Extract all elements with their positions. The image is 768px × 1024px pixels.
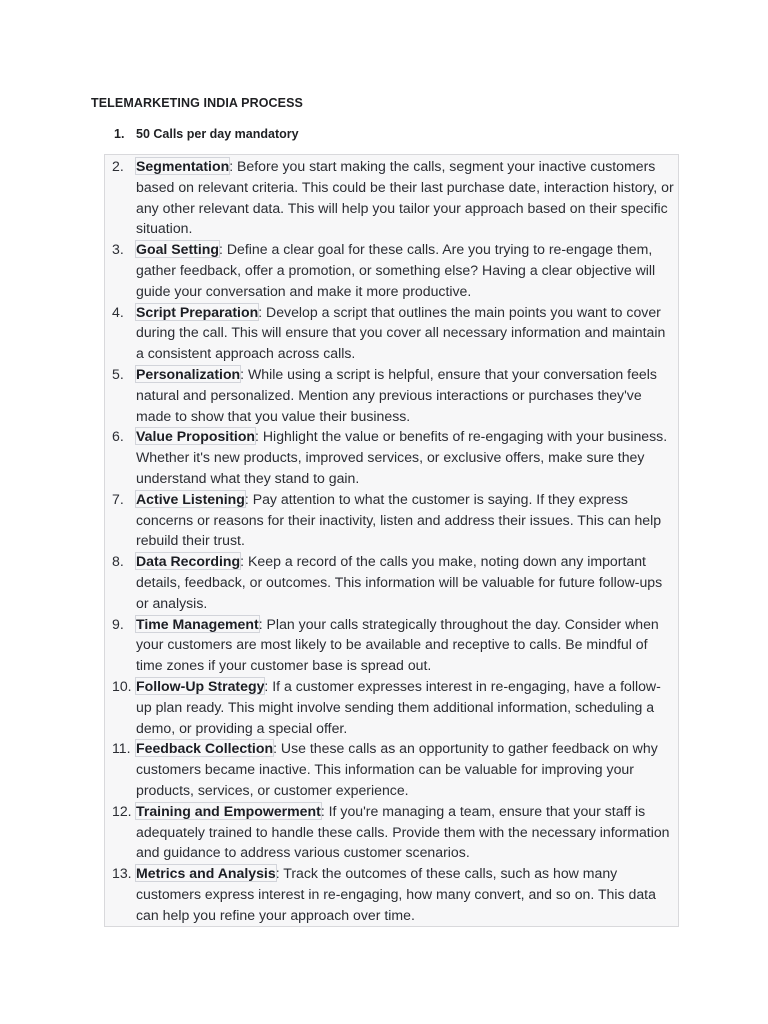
pasted-content-block xyxy=(104,154,679,927)
list-item-term: Script Preparation xyxy=(136,303,259,320)
list-item-term: Value Proposition xyxy=(136,428,256,445)
list-item-term: Data Recording xyxy=(136,553,241,570)
list-item-text: : Plan your calls strategically throughout the day. Consider when your customers are most likely to be available and receptive to calls. Be mindful of time zones if your customer base is spread out. xyxy=(136,615,659,674)
list-item-number: 7. xyxy=(112,490,124,507)
list-item-text: : Before you start making the calls, segment your inactive customers based on relevant criteria. This could be their last purchase date, interaction history, or any other relevant data. This will help you tailor your approach based on their specific situation. xyxy=(136,158,674,237)
list-item xyxy=(105,738,678,800)
document-title: TELEMARKETING INDIA PROCESS xyxy=(91,96,303,110)
list-item xyxy=(105,364,678,426)
list-item-term: Feedback Collection xyxy=(136,740,274,757)
list-item-term: Follow-Up Strategy xyxy=(136,677,265,694)
list-item-text: : If a customer expresses interest in re-engaging, have a follow-up plan ready. This might involve sending them additional information, scheduling a demo, or providing a special offer. xyxy=(136,677,661,736)
list-item-text: : Track the outcomes of these calls, such as how many customers express interest in re-engaging, how many convert, and so on. This data can help you refine your approach over time. xyxy=(136,865,656,923)
list-item-number: 6. xyxy=(112,428,124,445)
list-item-number: 9. xyxy=(112,615,124,632)
list-item-text: : Pay attention to what the customer is saying. If they express concerns or reasons for their inactivity, listen and address their issues. This can help rebuild their trust. xyxy=(136,490,662,549)
list-item-number: 2. xyxy=(112,158,124,174)
list-item-text: : If you're managing a team, ensure that your staff is adequately trained to handle these calls. Provide them with the necessary information and guidance to address various customer scenarios. xyxy=(136,802,670,861)
list-item xyxy=(105,551,678,613)
list-item-text: : Highlight the value or benefits of re-engaging with your business. Whether it's new products, improved services, or exclusive offers, make sure they understand what they stand to gain. xyxy=(136,428,668,486)
list-item-term: Time Management xyxy=(136,615,259,632)
list-item-term: Goal Setting xyxy=(136,241,220,258)
list-item-term: Active Listening xyxy=(136,490,245,507)
list-item-term: Personalization xyxy=(136,365,241,382)
list-item xyxy=(105,302,678,364)
process-steps-list xyxy=(105,156,678,925)
list-item-number: 13. xyxy=(112,865,132,882)
list-item xyxy=(105,676,678,738)
list-item-mandatory-calls xyxy=(114,127,299,141)
list-item xyxy=(105,863,678,925)
list-item xyxy=(105,489,678,551)
list-item-text: : Define a clear goal for these calls. Are you trying to re-engage them, gather feedback, offer a promotion, or something else? Having a clear objective will guide your conversation and make it more productive. xyxy=(136,241,656,299)
list-item-term: Segmentation xyxy=(136,158,230,174)
list-item-number: 10. xyxy=(112,677,132,694)
list-item-number: 11. xyxy=(112,740,131,757)
list-item-number: 4. xyxy=(112,303,124,320)
list-item-number: 12. xyxy=(112,802,132,819)
list-item xyxy=(105,156,678,239)
list-item-number: 1. xyxy=(114,127,125,141)
list-item-text: : Keep a record of the calls you make, noting down any important details, feedback, or outcomes. This information will be valuable for future follow-ups or analysis. xyxy=(136,553,663,611)
list-item xyxy=(105,239,678,301)
list-item xyxy=(105,801,678,863)
list-item-term: Metrics and Analysis xyxy=(136,865,276,882)
list-item xyxy=(105,426,678,488)
list-item-number: 5. xyxy=(112,365,124,382)
list-item-text: : Use these calls as an opportunity to gather feedback on why customers became inactive. This information can be valuable for improving your products, services, or customer experience. xyxy=(136,740,658,798)
list-item-text: 50 Calls per day mandatory xyxy=(136,127,299,141)
list-item-term: Training and Empowerment xyxy=(136,802,321,819)
list-item-text: : While using a script is helpful, ensure that your conversation feels natural and personalized. Mention any previous interactions or purchases they've made to show that you value their business. xyxy=(136,365,657,424)
list-item-number: 3. xyxy=(112,241,124,258)
list-item-text: : Develop a script that outlines the main points you want to cover during the call. This will ensure that you cover all necessary information and maintain a consistent approach across calls. xyxy=(136,303,666,362)
list-item-number: 8. xyxy=(112,553,124,570)
list-item xyxy=(105,614,678,676)
